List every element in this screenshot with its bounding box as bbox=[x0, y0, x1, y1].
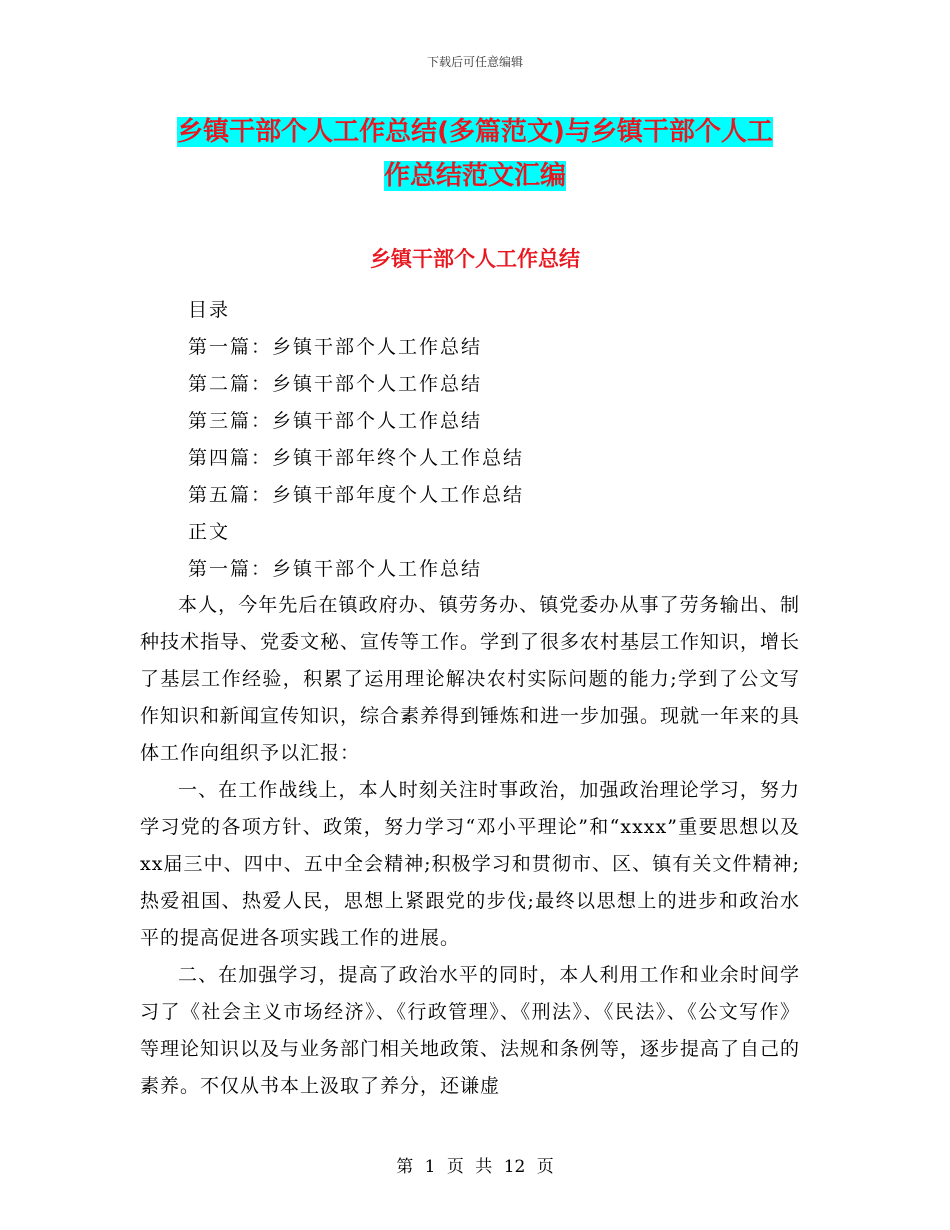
paragraph: 本人，今年先后在镇政府办、镇劳务办、镇党委办从事了劳务输出、制种技术指导、党委文秘、宣传等工作。学到了很多农村基层工作知识，增长了基层工作经验，积累了运用理论解决农村实际问题的能力;学到了公文写作知识和新闻宣传知识，综合素养得到锤炼和进一步加强。现就一年来的具体工作向组织予以汇报： bbox=[140, 594, 801, 764]
body-heading: 正文 bbox=[188, 521, 231, 543]
toc-item: 第三篇：乡镇干部个人工作总结 bbox=[188, 410, 483, 432]
document-title bbox=[140, 110, 810, 198]
body-text bbox=[140, 587, 800, 1105]
toc-item: 第四篇：乡镇干部年终个人工作总结 bbox=[188, 447, 525, 469]
header-note: 下载后可任意编辑 bbox=[426, 55, 523, 69]
toc-item: 第一篇：乡镇干部个人工作总结 bbox=[188, 336, 483, 358]
document-title-line-2: 作总结范文汇编 bbox=[383, 161, 566, 191]
page-footer: 第 1 页 共 12 页 bbox=[396, 1157, 554, 1177]
toc-item: 第五篇：乡镇干部年度个人工作总结 bbox=[188, 484, 525, 506]
section-heading: 第一篇：乡镇干部个人工作总结 bbox=[188, 558, 483, 580]
document-title-line-1: 乡镇干部个人工作总结(多篇范文)与乡镇干部个人工 bbox=[177, 117, 773, 147]
paragraph: 二、在加强学习，提高了政治水平的同时，本人利用工作和业余时间学习了《社会主义市场经济》、《行政管理》、《刑法》、《民法》、《公文写作》等理论知识以及与业务部门相关地政策、法规和条例等，逐步提高了自己的素养。不仅从书本上汲取了养分，还谦虚 bbox=[140, 964, 801, 1097]
table-of-contents bbox=[188, 292, 828, 588]
toc-heading: 目录 bbox=[188, 299, 231, 321]
paragraph: 一、在工作战线上，本人时刻关注时事政治，加强政治理论学习，努力学习党的各项方针、政策，努力学习“邓小平理论”和“xxxx”重要思想以及xx届三中、四中、五中全会精神;积极学习和贯彻市、区、镇有关文件精神;热爱祖国、热爱人民，思想上紧跟党的步伐;最终以思想上的进步和政治水平的提高促进各项实践工作的进展。 bbox=[140, 779, 800, 949]
document-subtitle: 乡镇干部个人工作总结 bbox=[370, 247, 580, 271]
toc-item: 第二篇：乡镇干部个人工作总结 bbox=[188, 373, 483, 395]
